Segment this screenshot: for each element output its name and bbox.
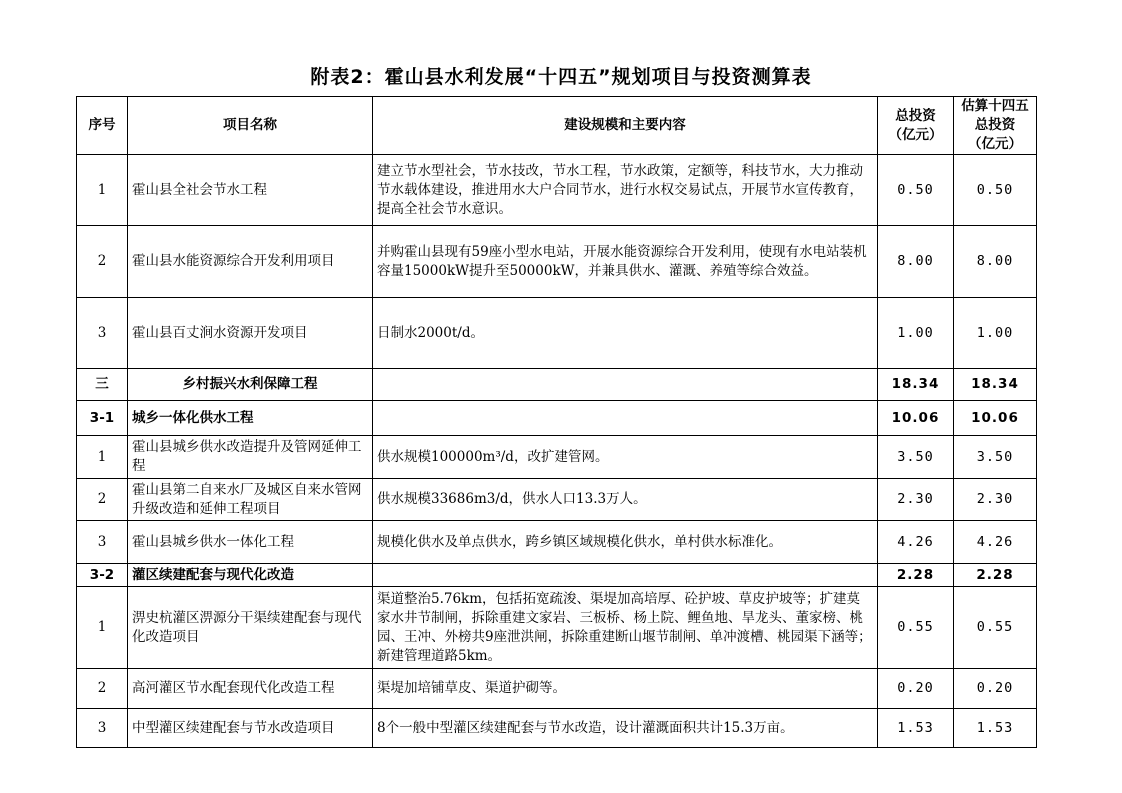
subsection-content <box>373 564 878 587</box>
section-row <box>77 369 1037 401</box>
row-name: 霍山县百丈涧水资源开发项目 <box>128 298 373 369</box>
row-total: 0.55 <box>878 587 954 669</box>
row-est: 0.50 <box>954 155 1037 226</box>
section-no: 三 <box>77 369 128 401</box>
row-total: 2.30 <box>878 479 954 521</box>
row-total: 1.00 <box>878 298 954 369</box>
subsection-row <box>77 564 1037 587</box>
row-name: 中型灌区续建配套与节水改造项目 <box>128 709 373 748</box>
subsection-name: 城乡一体化供水工程 <box>128 401 373 436</box>
row-content: 8个一般中型灌区续建配套与节水改造，设计灌溉面积共计15.3万亩。 <box>373 709 878 748</box>
row-est: 1.53 <box>954 709 1037 748</box>
header-total: 总投资 （亿元） <box>878 97 954 155</box>
row-no: 3 <box>77 521 128 564</box>
row-no: 3 <box>77 709 128 748</box>
table-row <box>77 479 1037 521</box>
row-est: 3.50 <box>954 436 1037 479</box>
row-content: 供水规模33686m3/d，供水人口13.3万人。 <box>373 479 878 521</box>
row-no: 2 <box>77 226 128 298</box>
table-row <box>77 226 1037 298</box>
row-content: 日制水2000t/d。 <box>373 298 878 369</box>
row-no: 1 <box>77 155 128 226</box>
row-name: 淠史杭灌区淠源分干渠续建配套与现代化改造项目 <box>128 587 373 669</box>
row-content: 并购霍山县现有59座小型水电站，开展水能资源综合开发利用，使现有水电站装机容量15000kW提升至50000kW，并兼具供水、灌溉、养殖等综合效益。 <box>373 226 878 298</box>
subsection-no: 3-1 <box>77 401 128 436</box>
row-est: 0.55 <box>954 587 1037 669</box>
subsection-est: 2.28 <box>954 564 1037 587</box>
subsection-row <box>77 401 1037 436</box>
subsection-total: 10.06 <box>878 401 954 436</box>
section-total: 18.34 <box>878 369 954 401</box>
page-title: 附表2：霍山县水利发展“十四五”规划项目与投资测算表 <box>310 66 812 88</box>
row-name: 霍山县城乡供水改造提升及管网延伸工程 <box>128 436 373 479</box>
header-no: 序号 <box>77 97 128 155</box>
subsection-total: 2.28 <box>878 564 954 587</box>
table-row <box>77 155 1037 226</box>
row-name: 高河灌区节水配套现代化改造工程 <box>128 669 373 709</box>
table-row <box>77 587 1037 669</box>
row-no: 1 <box>77 587 128 669</box>
row-total: 8.00 <box>878 226 954 298</box>
row-total: 0.50 <box>878 155 954 226</box>
header-est: 估算十四五 总投资 （亿元） <box>954 97 1037 155</box>
section-name: 乡村振兴水利保障工程 <box>128 369 373 401</box>
row-name: 霍山县第二自来水厂及城区自来水管网升级改造和延伸工程项目 <box>128 479 373 521</box>
subsection-no: 3-2 <box>77 564 128 587</box>
row-content: 供水规模100000m³/d，改扩建管网。 <box>373 436 878 479</box>
row-no: 3 <box>77 298 128 369</box>
row-content: 渠堤加培铺草皮、渠道护砌等。 <box>373 669 878 709</box>
row-total: 0.20 <box>878 669 954 709</box>
section-est: 18.34 <box>954 369 1037 401</box>
row-content: 渠道整治5.76km，包括拓宽疏浚、渠堤加高培厚、砼护坡、草皮护坡等；扩建莫家水井节制闸，拆除重建文家岩、三板桥、杨上院、鲤鱼地、旱龙头、董家榜、桃园、王冲、外榜共9座泄洪闸，拆除重建断山堰节制闸、单冲渡槽、桃园渠下涵等；新建管理道路5km。 <box>373 587 878 669</box>
row-content: 规模化供水及单点供水，跨乡镇区域规模化供水，单村供水标准化。 <box>373 521 878 564</box>
row-no: 2 <box>77 669 128 709</box>
table-header-row <box>77 97 1037 155</box>
header-name: 项目名称 <box>128 97 373 155</box>
section-content <box>373 369 878 401</box>
header-content: 建设规模和主要内容 <box>373 97 878 155</box>
table-row <box>77 298 1037 369</box>
row-est: 8.00 <box>954 226 1037 298</box>
subsection-est: 10.06 <box>954 401 1037 436</box>
row-est: 0.20 <box>954 669 1037 709</box>
investment-table <box>76 96 1037 748</box>
table-row <box>77 709 1037 748</box>
row-content: 建立节水型社会，节水技改，节水工程，节水政策，定额等，科技节水，大力推动节水载体建设，推进用水大户合同节水，进行水权交易试点，开展节水宣传教育，提高全社会节水意识。 <box>373 155 878 226</box>
row-est: 2.30 <box>954 479 1037 521</box>
row-name: 霍山县全社会节水工程 <box>128 155 373 226</box>
row-no: 1 <box>77 436 128 479</box>
row-total: 1.53 <box>878 709 954 748</box>
row-name: 霍山县城乡供水一体化工程 <box>128 521 373 564</box>
row-est: 4.26 <box>954 521 1037 564</box>
table-row <box>77 436 1037 479</box>
row-no: 2 <box>77 479 128 521</box>
row-est: 1.00 <box>954 298 1037 369</box>
subsection-name: 灌区续建配套与现代化改造 <box>128 564 373 587</box>
table-row <box>77 521 1037 564</box>
row-total: 4.26 <box>878 521 954 564</box>
row-total: 3.50 <box>878 436 954 479</box>
row-name: 霍山县水能资源综合开发利用项目 <box>128 226 373 298</box>
subsection-content <box>373 401 878 436</box>
table-row <box>77 669 1037 709</box>
